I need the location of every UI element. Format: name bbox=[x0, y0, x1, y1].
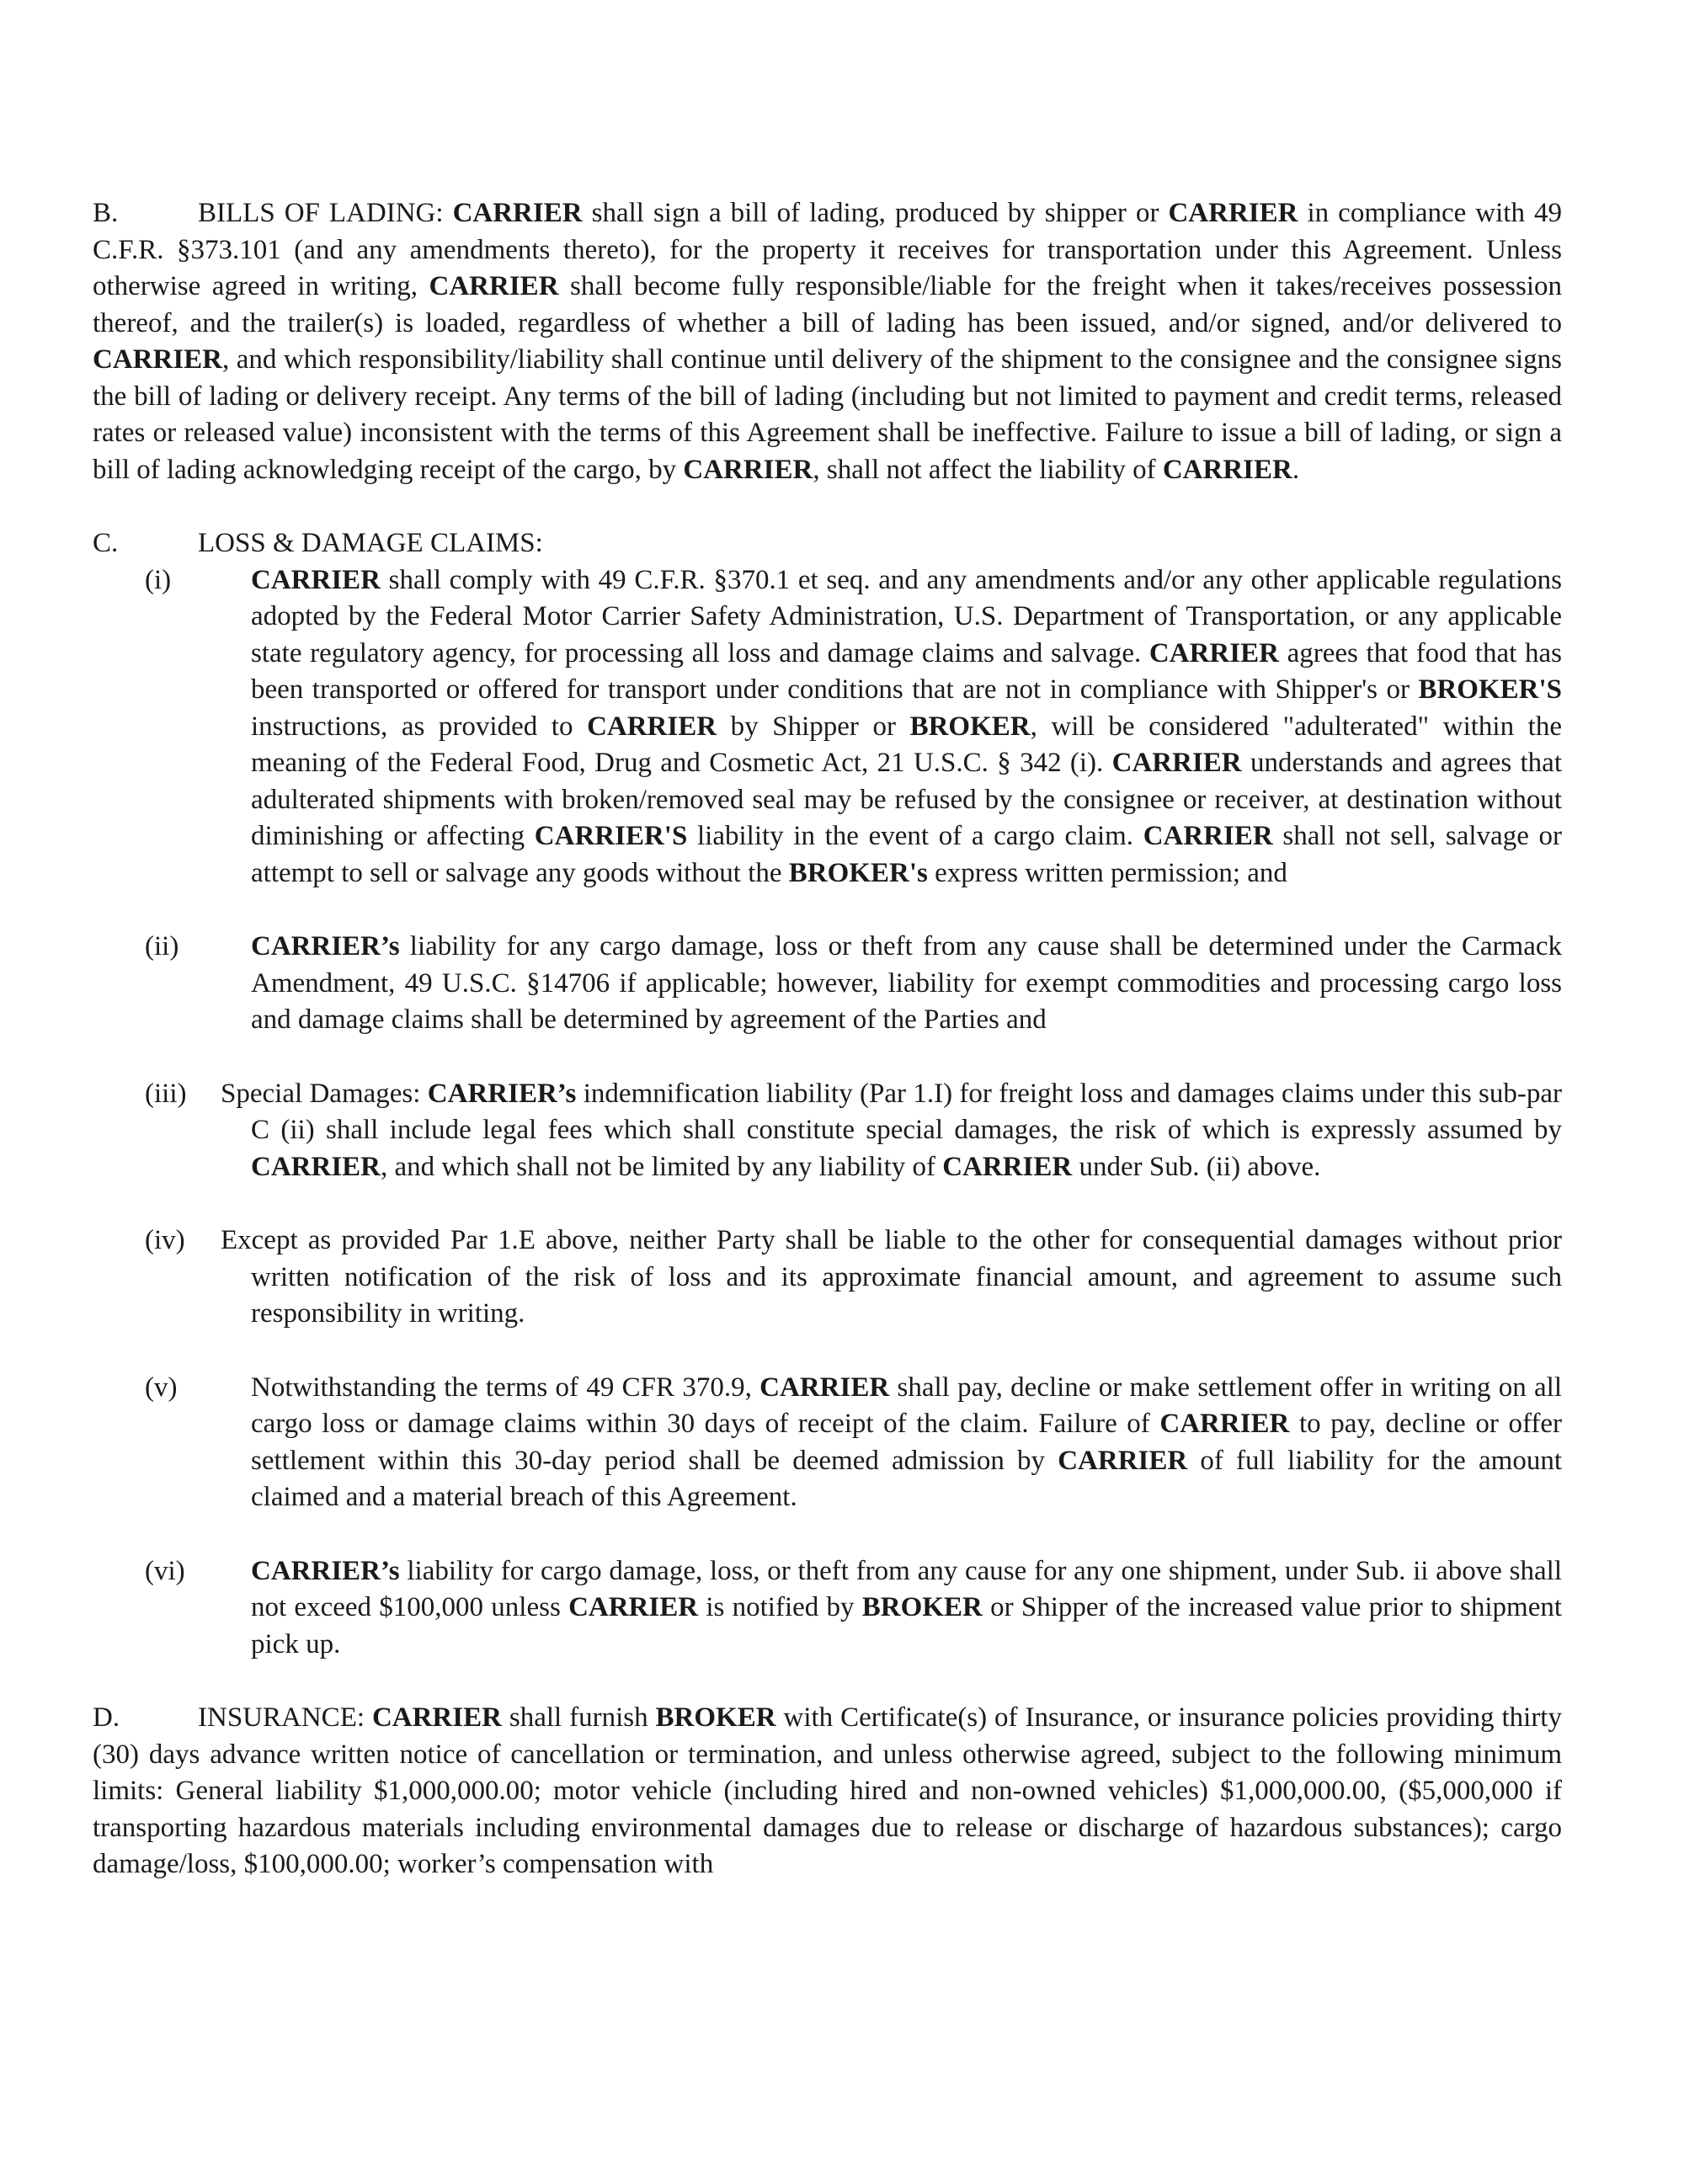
text-run: agrees that food that has been transported or offered for transport under conditions that are not in compliance with Shipper's or bbox=[251, 637, 1562, 705]
bold-term: CARRIER bbox=[251, 1151, 381, 1182]
text-run: shall comply with 49 C.F.R. §370.1 et seq. and any amendments and/or any other applicable regulations adopted by the Federal Motor Carrier Safety Administration, U.S. Department of Transportation, or any applicable state regulatory agency, for processing all loss and damage claims and salvage. bbox=[251, 564, 1562, 669]
claim-item-text bbox=[221, 1076, 1562, 1186]
claim-item-number: (ii) bbox=[145, 931, 179, 961]
claim-item-text bbox=[251, 1553, 1562, 1664]
claim-item-text bbox=[221, 1223, 1562, 1333]
text-run: liability for cargo damage, loss, or theft from any cause for any one shipment, under Sub. ii above shall not exceed $100,000 unless bbox=[251, 1555, 1562, 1622]
bold-term: BROKER bbox=[655, 1702, 776, 1733]
section-c-title: LOSS & DAMAGE CLAIMS: bbox=[198, 528, 543, 558]
section-c-heading bbox=[93, 525, 1562, 562]
text-run: liability in the event of a cargo claim. bbox=[687, 821, 1143, 851]
bold-term: CARRIER bbox=[1111, 748, 1242, 778]
claim-item-v bbox=[93, 1370, 1562, 1516]
text-run: , and which shall not be limited by any liability of bbox=[381, 1151, 943, 1182]
claim-item-text bbox=[251, 562, 1562, 892]
bold-term: CARRIER bbox=[587, 711, 717, 742]
section-b-letter: B. bbox=[93, 198, 119, 228]
text-run: , shall not affect the liability of bbox=[813, 454, 1163, 485]
text-run: shall become fully responsible/liable for the freight when it takes/receives possession thereof, and the trailer(s) is loaded, regardless of whether a bill of lading has been issued, and/or signed, and/or delivered to bbox=[93, 271, 1562, 338]
bold-term: BROKER bbox=[861, 1592, 983, 1622]
bold-term: CARRIER bbox=[1168, 198, 1298, 228]
text-run: with Certificate(s) of Insurance, or insurance policies providing thirty (30) days advance written notice of cancellation or termination, and unless otherwise agreed, subject to the following minimum limits: General liability $1,000,000.00; motor vehicle (including hired and non-owned vehicles) $1,000,000.00, ($5,000,000 if transporting hazardous materials including environmental damages due to release or discharge of hazardous substances); cargo damage/loss, $100,000.00; worker’s compensation with bbox=[93, 1702, 1562, 1879]
bold-term: BROKER bbox=[909, 711, 1031, 742]
text-run: Special Damages: bbox=[221, 1078, 428, 1109]
text-run: Except as provided Par 1.E above, neither Party shall be liable to the other for consequential damages without prior written notification of the risk of loss and its approximate financial amount, and agreement to assume such responsibility in writing. bbox=[221, 1225, 1562, 1329]
text-run: express written permission; and bbox=[927, 857, 1287, 888]
text-run: Notwithstanding the terms of 49 CFR 370.9, bbox=[251, 1372, 760, 1403]
text-run: , will be considered "adulterated" within the meaning of the Federal Food, Drug and Cosmetic Act, 21 U.S.C. § 342 (i). bbox=[251, 711, 1562, 778]
text-run: or Shipper of the increased value prior to shipment pick up. bbox=[251, 1592, 1563, 1659]
text-run: to pay, decline or offer settlement within this 30-day period shall be deemed admission by bbox=[251, 1409, 1562, 1476]
claim-item-number: (iii) bbox=[145, 1078, 187, 1109]
bold-term: CARRIER bbox=[942, 1151, 1073, 1182]
text-run: BILLS OF LADING: bbox=[198, 198, 453, 228]
text-run: indemnification liability (Par 1.I) for freight loss and damages claims under this sub-par C (ii) shall include legal fees which shall constitute special damages, the risk of which is expressly assumed by bbox=[251, 1078, 1562, 1145]
claim-item-text bbox=[251, 929, 1562, 1039]
bold-term: CARRIER bbox=[429, 271, 559, 301]
bold-term: CARRIER bbox=[568, 1592, 699, 1622]
claim-item-iv bbox=[93, 1223, 1562, 1333]
text-run: is notified by bbox=[698, 1592, 862, 1622]
bold-term: CARRIER'S bbox=[534, 821, 688, 851]
bold-term: CARRIER bbox=[1058, 1445, 1188, 1476]
bold-term: CARRIER bbox=[1148, 637, 1279, 669]
text-run: understands and agrees that adulterated shipments with broken/removed seal may be refused by the consignee or receiver, at destination without diminishing or affecting bbox=[251, 748, 1562, 851]
text-run: , and which responsibility/liability shall continue until delivery of the shipment to the consignee and the consignee signs the bill of lading or delivery receipt. Any terms of the bill of lading (including but not limited to payment and credit terms, released rates or released value) inconsistent with the terms of this Agreement shall be ineffective. Failure to issue a bill of lading, or sign a bill of lading acknowledging receipt of the cargo, by bbox=[93, 344, 1562, 485]
text-run: . bbox=[1292, 454, 1300, 485]
claim-item-text bbox=[251, 1370, 1562, 1516]
claim-item-ii bbox=[93, 929, 1562, 1039]
bold-term: BROKER'S bbox=[1418, 674, 1562, 705]
bold-term: CARRIER bbox=[1162, 454, 1292, 485]
bold-term: BROKER's bbox=[788, 857, 928, 888]
text-run: shall pay, decline or make settlement offer in writing on all cargo loss or damage claims within 30 days of receipt of the claim. Failure of bbox=[251, 1372, 1562, 1439]
bold-term: CARRIER bbox=[93, 344, 223, 375]
bold-term: CARRIER’s bbox=[251, 1555, 400, 1586]
section-d-text bbox=[93, 1702, 1562, 1879]
section-b-text bbox=[93, 198, 1562, 485]
text-run: shall sign a bill of lading, produced by shipper or bbox=[582, 198, 1169, 228]
bold-term: CARRIER bbox=[371, 1702, 502, 1733]
bold-term: CARRIER bbox=[683, 454, 813, 485]
claim-item-number: (vi) bbox=[145, 1555, 185, 1586]
claim-item-iii bbox=[93, 1076, 1562, 1186]
bold-term: CARRIER bbox=[1159, 1409, 1290, 1439]
claim-item-vi bbox=[93, 1553, 1562, 1664]
claim-item-number: (iv) bbox=[145, 1225, 185, 1255]
text-run: under Sub. (ii) above. bbox=[1072, 1151, 1321, 1182]
bold-term: CARRIER’s bbox=[427, 1078, 577, 1109]
claim-item-number: (v) bbox=[145, 1372, 178, 1403]
section-c-letter: C. bbox=[93, 528, 119, 558]
bold-term: CARRIER bbox=[251, 564, 381, 595]
section-b-bills-of-lading bbox=[93, 195, 1562, 488]
text-run: liability for any cargo damage, loss or theft from any cause shall be determined under the Carmack Amendment, 49 U.S.C. §14706 if applicable; however, liability for exempt commodities and processing cargo loss and damage claims shall be determined by agreement of the Parties and bbox=[251, 931, 1562, 1035]
bold-term: CARRIER bbox=[759, 1372, 890, 1403]
document-page bbox=[93, 195, 1562, 1883]
bold-term: CARRIER’s bbox=[251, 931, 400, 961]
text-run: instructions, as provided to bbox=[251, 711, 588, 742]
claim-item-i bbox=[93, 562, 1562, 892]
bold-term: CARRIER bbox=[452, 198, 583, 228]
text-run: of full liability for the amount claimed and a material breach of this Agreement. bbox=[251, 1445, 1562, 1512]
text-run: by Shipper or bbox=[717, 711, 910, 742]
text-run: INSURANCE: bbox=[198, 1702, 372, 1733]
text-run: in compliance with 49 C.F.R. §373.101 (and any amendments thereto), for the property it receives for transportation under this Agreement. Unless otherwise agreed in writing, bbox=[93, 198, 1562, 301]
bold-term: CARRIER bbox=[1143, 821, 1273, 851]
section-d-insurance bbox=[93, 1700, 1562, 1883]
text-run: shall not sell, salvage or attempt to sell or salvage any goods without the bbox=[251, 821, 1562, 888]
claim-item-number: (i) bbox=[145, 564, 172, 595]
text-run: shall furnish bbox=[501, 1702, 656, 1733]
section-d-letter: D. bbox=[93, 1702, 120, 1733]
